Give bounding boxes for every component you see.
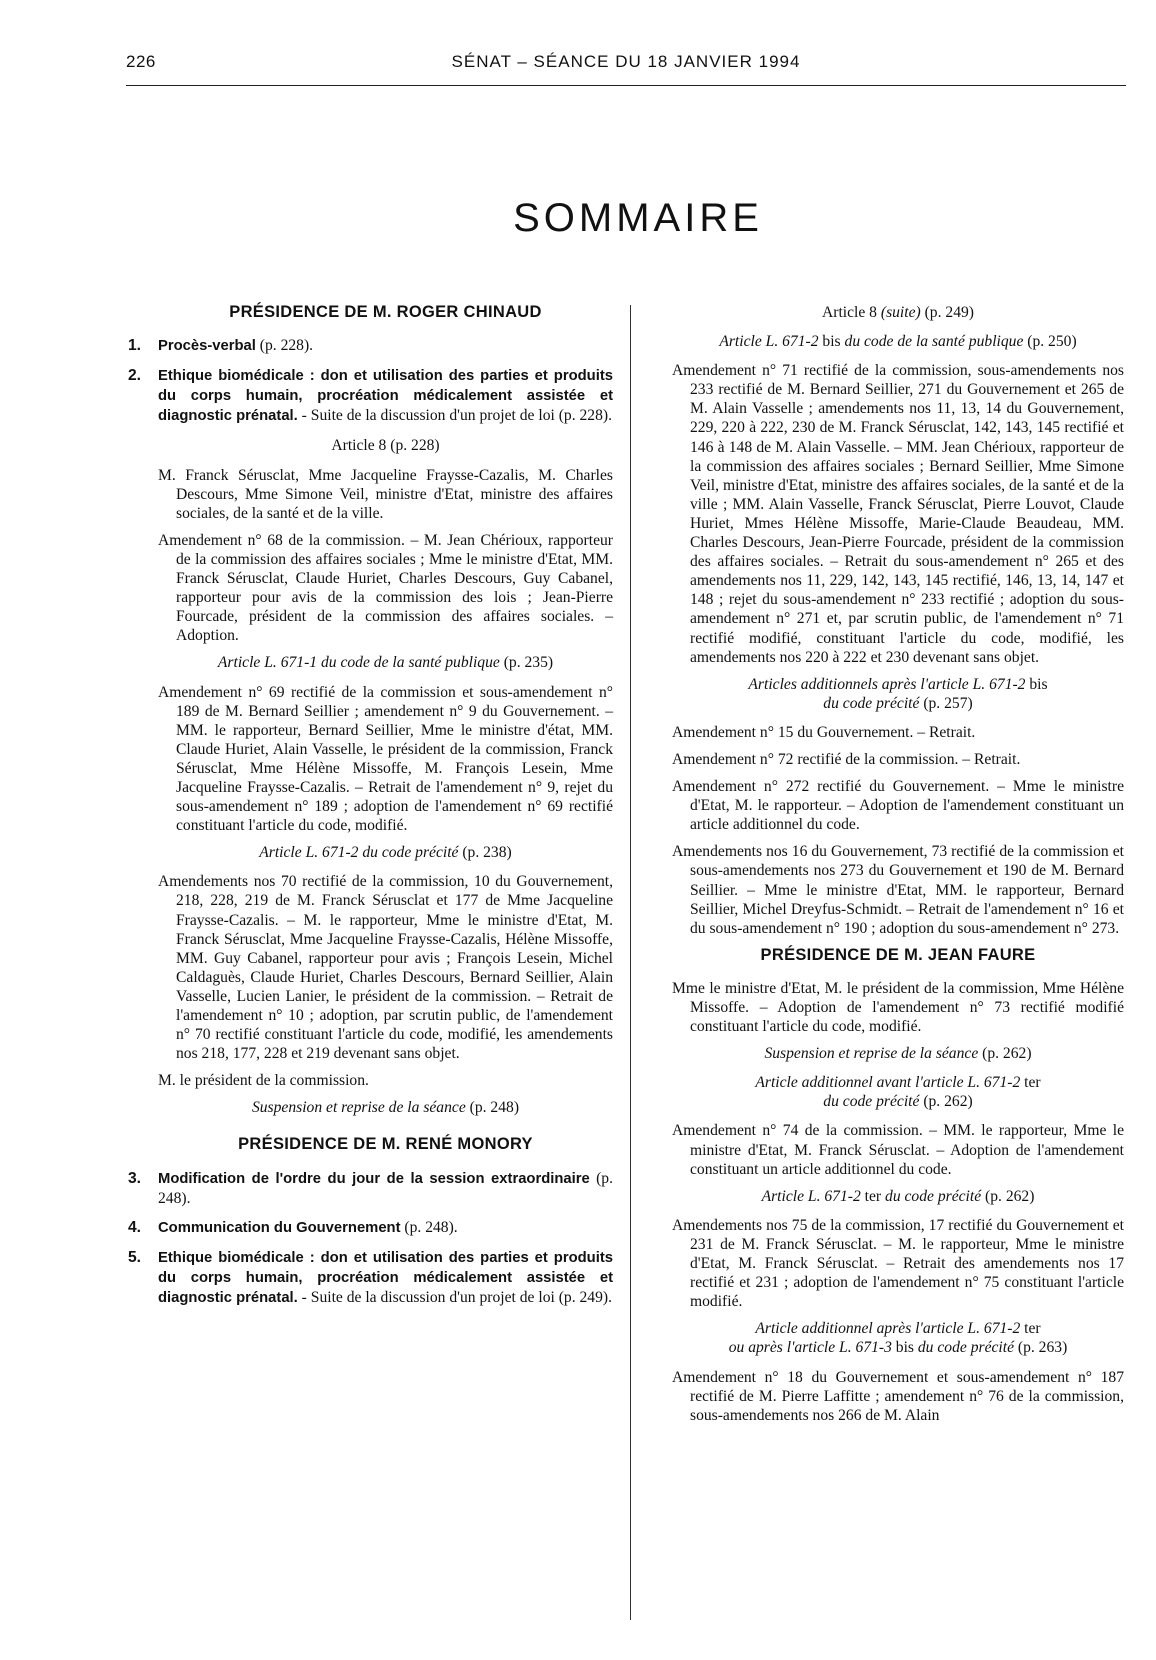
paragraph: Amendement n° 18 du Gouvernement et sous-amendement n° 187 rectifié de M. Pierre Laffitte ; amendement n° 76 de la commission, sous-amendements nos 266 de M. Alain xyxy=(672,1368,1124,1424)
subheading-text: Suspension et reprise de la séance xyxy=(251,1099,466,1117)
subheading-article-additionnel-apres xyxy=(672,1319,1124,1357)
presidence-heading: PRÉSIDENCE DE M. RENÉ MONORY xyxy=(238,1135,533,1154)
page-header xyxy=(126,52,1126,76)
paragraph: Mme le ministre d'Etat, M. le président de la commission, Mme Hélène Missoffe. – Adoption de l'amendement n° 73 rectifié modifié constituant l'article du code, modifié. xyxy=(672,979,1124,1036)
paragraph: Amendement n° 15 du Gouvernement. – Retrait. xyxy=(672,723,976,741)
item-title: Procès-verbal xyxy=(158,338,256,355)
subheading-text: Article 8 xyxy=(331,437,387,455)
subheading-suspension xyxy=(158,1098,613,1117)
subheading-text: bis xyxy=(891,1339,918,1357)
subheading-text: ter xyxy=(860,1187,886,1205)
subheading-article-l671-2-ter xyxy=(672,1187,1124,1206)
item-text: (p. 248). xyxy=(158,1169,613,1207)
subheading-page: (p. 257) xyxy=(919,694,973,712)
summary-item-4 xyxy=(128,1218,613,1238)
paragraph: Amendement n° 68 de la commission. – M. Jean Chérioux, rapporteur de la commission des affaires sociales ; Mme le ministre d'Etat, MM. Franck Sérusclat, Claude Huriet, Charles Descours, Guy Cabanel, rapporteur pour avis de la commission des lois ; Jean-Pierre Fourcade, président de la commission des affaires sociales. – Adoption. xyxy=(158,531,613,645)
right-column xyxy=(672,303,1124,1433)
item-number: 2. xyxy=(128,367,142,385)
subheading-text: Article L. 671-1 du code de la santé publique xyxy=(217,654,500,672)
paragraph: Amendements nos 75 de la commission, 17 rectifié du Gouvernement et 231 de M. Franck Sérusclat. – M. le rapporteur, Mme le ministre d'Etat, M. Franck Sérusclat. – Retrait des amendements nos 17 rectifié et 231 ; adoption de l'amendement n° 75 constituant l'article modifié. xyxy=(672,1216,1124,1311)
subheading-article-l671-2-bis xyxy=(672,332,1124,351)
summary-item-1 xyxy=(128,336,613,356)
item-title: Modification de l'ordre du jour de la session extraordinaire xyxy=(158,1170,590,1187)
paragraph: Amendement n° 71 rectifié de la commission, sous-amendements nos 233 rectifié de M. Bernard Seillier, 271 du Gouvernement et 265 de M. Alain Vasselle ; amendements nos 11, 13, 14 du Gouvernement, 229, 220 à 222, 230 de M. Franck Sérusclat, 142, 143, 145 rectifié et 146 à 148 de M. Alain Vasselle. – MM. Jean Chérioux, rapporteur de la commission des affaires sociales ; Bernard Seillier, Mme Simone Veil, ministre d'Etat, ministre des affaires sociales, de la santé et de la ville ; MM. Alain Vasselle, Franck Sérusclat, Pierre Louvot, Claude Huriet, Mmes Hélène Missoffe, Marie-Claude Beaudeau, MM. Charles Descours, Jean-Pierre Fourcade, président de la commission des affaires sociales. – Retrait du sous-amendement n° 265 et des amendements nos 11, 229, 142, 143, 145 rectifié, 146, 13, 14, 147 et 148 ; rejet du sous-amendement n° 233 rectifié ; adoption du sous-amendement n° 271 et, par scrutin public, de l'amendement n° 71 rectifié modifié, constituant l'article du code, modifié, les amendements nos 220 à 222 et 230 devenant sans objet. xyxy=(672,362,1124,666)
item-text: (p. 248). xyxy=(400,1218,458,1236)
subheading-article-l671-2 xyxy=(158,843,613,862)
item-title: Ethique biomédicale : don et utilisation des parties et produits du corps humain, procréation médicalement assistée et diagnostic prénatal. xyxy=(158,1249,613,1307)
subheading-italic: Articles additionnels après l'article L. 671-2 xyxy=(748,675,1026,693)
subheading-text: bis xyxy=(1025,675,1048,693)
subheading-italic: du code de la santé publique xyxy=(844,333,1024,351)
subheading-italic: du code précité xyxy=(823,694,920,712)
paragraph: Amendement n° 72 rectifié de la commission. – Retrait. xyxy=(672,750,1021,768)
page-number: 226 xyxy=(126,52,156,71)
subheading-page: (p. 249) xyxy=(920,304,974,321)
subheading-italic: du code précité xyxy=(885,1187,982,1205)
subheading-italic: Article L. 671-2 xyxy=(761,1187,861,1205)
paragraph: Amendement n° 69 rectifié de la commission et sous-amendement n° 189 de M. Bernard Seillier ; amendement n° 9 du Gouvernement. – MM. le rapporteur, Bernard Seillier, Mme le ministre d'état, MM. Claude Huriet, Alain Vasselle, le président de la commission, Franck Sérusclat, Mme Hélène Missoffe, M. François Lesein, Mme Jacqueline Fraysse-Cazalis. – Retrait de l'amendement n° 9, rejet du sous-amendement n° 189 ; adoption de l'amendement n° 69 rectifié constituant l'article du code, modifié. xyxy=(158,683,613,835)
subheading-article-8 xyxy=(158,436,613,455)
subheading-italic: Article L. 671-2 xyxy=(719,333,819,351)
item-number: 5. xyxy=(128,1248,142,1266)
subheading-article-additionnel-avant xyxy=(672,1073,1124,1111)
subheading-page: (p. 238) xyxy=(458,844,512,862)
presidence-heading: PRÉSIDENCE DE M. JEAN FAURE xyxy=(760,945,1036,964)
subheading-italic: du code précité xyxy=(917,1339,1014,1357)
subheading-page: (p. 235) xyxy=(499,654,554,672)
subheading-page: (p. 262) xyxy=(978,1045,1032,1063)
item-title: Ethique biomédicale : don et utilisation des parties et produits du corps humain, procréation médicalement assistée et diagnostic prénatal. xyxy=(158,368,613,425)
subheading-text: Article L. 671-2 du code précité xyxy=(259,844,459,862)
paragraph: M. le président de la commission. xyxy=(158,1072,369,1090)
item-number: 3. xyxy=(128,1169,142,1187)
item-number: 1. xyxy=(128,337,142,355)
item-number: 4. xyxy=(128,1218,142,1236)
paragraph: Amendement n° 272 rectifié du Gouvernement. – Mme le ministre d'Etat, M. le rapporteur. – Adoption de l'amendement constituant un article additionnel du code. xyxy=(672,778,1124,834)
subheading-page: (p. 262) xyxy=(919,1093,973,1111)
subheading-page: (p. 250) xyxy=(1023,333,1077,351)
subheading-page: (p. 228) xyxy=(386,437,440,455)
subheading-page: (p. 263) xyxy=(1014,1339,1068,1357)
subheading-article-l671-1 xyxy=(158,653,613,672)
subheading-italic: Article additionnel après l'article L. 671-2 xyxy=(755,1320,1021,1338)
page-title: SOMMAIRE xyxy=(513,196,763,240)
subheading-italic: (suite) xyxy=(880,304,921,321)
subheading-text: ter xyxy=(1020,1320,1041,1338)
column-divider xyxy=(630,305,631,1620)
item-text: - Suite de la discussion d'un projet de loi (p. 249). xyxy=(297,1289,612,1307)
item-text: (p. 228). xyxy=(255,337,314,355)
paragraph: Amendement n° 74 de la commission. – MM. le rapporteur, Mme le ministre d'Etat, M. Franck Sérusclat. – Adoption de l'amendement constituant un article additionnel du code. xyxy=(672,1122,1124,1178)
summary-item-5 xyxy=(128,1248,613,1308)
paragraph: Amendements nos 16 du Gouvernement, 73 rectifié de la commission et sous-amendements nos 273 du Gouvernement et 190 de M. Bernard Seillier. – Mme le ministre d'Etat, MM. le rapporteur, Bernard Seillier, Michel Dreyfus-Schmidt. – Retrait de l'amendement n° 16 et du sous-amendement n° 190 ; adoption du sous-amendement n° 273. xyxy=(672,843,1124,937)
item-text: - Suite de la discussion d'un projet de loi (p. 228). xyxy=(297,407,612,425)
paragraph: M. Franck Sérusclat, Mme Jacqueline Fraysse-Cazalis, M. Charles Descours, Mme Simone Veil, ministre d'Etat, ministre des affaires sociales, de la santé et de la ville. xyxy=(158,466,613,522)
subheading-italic: Suspension et reprise de la séance xyxy=(764,1045,979,1063)
presidence-heading: PRÉSIDENCE DE M. ROGER CHINAUD xyxy=(229,303,542,321)
summary-item-2 xyxy=(128,366,613,426)
subheading-italic: Article additionnel avant l'article L. 671-2 xyxy=(755,1074,1021,1092)
header-rule xyxy=(126,85,1126,86)
subheading-page: (p. 262) xyxy=(981,1187,1035,1205)
subheading-page: (p. 248) xyxy=(465,1099,520,1117)
subheading-text: ter xyxy=(1020,1074,1041,1092)
subheading-articles-additionnels xyxy=(672,675,1124,713)
summary-item-3 xyxy=(128,1169,613,1208)
left-column xyxy=(128,303,613,1318)
subheading-suspension xyxy=(672,1044,1124,1063)
subheading-text: bis xyxy=(818,333,845,351)
item-title: Communication du Gouvernement xyxy=(158,1219,401,1236)
paragraph: Amendements nos 70 rectifié de la commission, 10 du Gouvernement, 218, 228, 219 de M. Franck Sérusclat et 177 de Mme Jacqueline Fraysse-Cazalis. – M. le rapporteur, Mme le ministre d'Etat, M. Franck Sérusclat, Mme Jacqueline Fraysse-Cazalis, Hélène Missoffe, MM. Guy Cabanel, rapporteur pour avis ; François Lesein, Michel Caldaguès, Claude Huriet, Charles Descours, Bernard Seillier, Alain Vasselle, Lucien Lanier, le président de la commission. – Retrait de l'amendement n° 10 ; adoption, par scrutin public, de l'amendement n° 70 rectifié constituant l'article du code, modifié, les amendements nos 218, 177, 228 et 219 devenant sans objet. xyxy=(158,873,613,1063)
subheading-italic: du code précité xyxy=(823,1093,920,1111)
subheading-italic: ou après l'article L. 671-3 xyxy=(728,1339,892,1357)
subheading-article-8-suite xyxy=(672,303,1124,322)
running-head: SÉNAT – SÉANCE DU 18 JANVIER 1994 xyxy=(451,52,801,71)
subheading-text: Article 8 xyxy=(821,304,881,321)
